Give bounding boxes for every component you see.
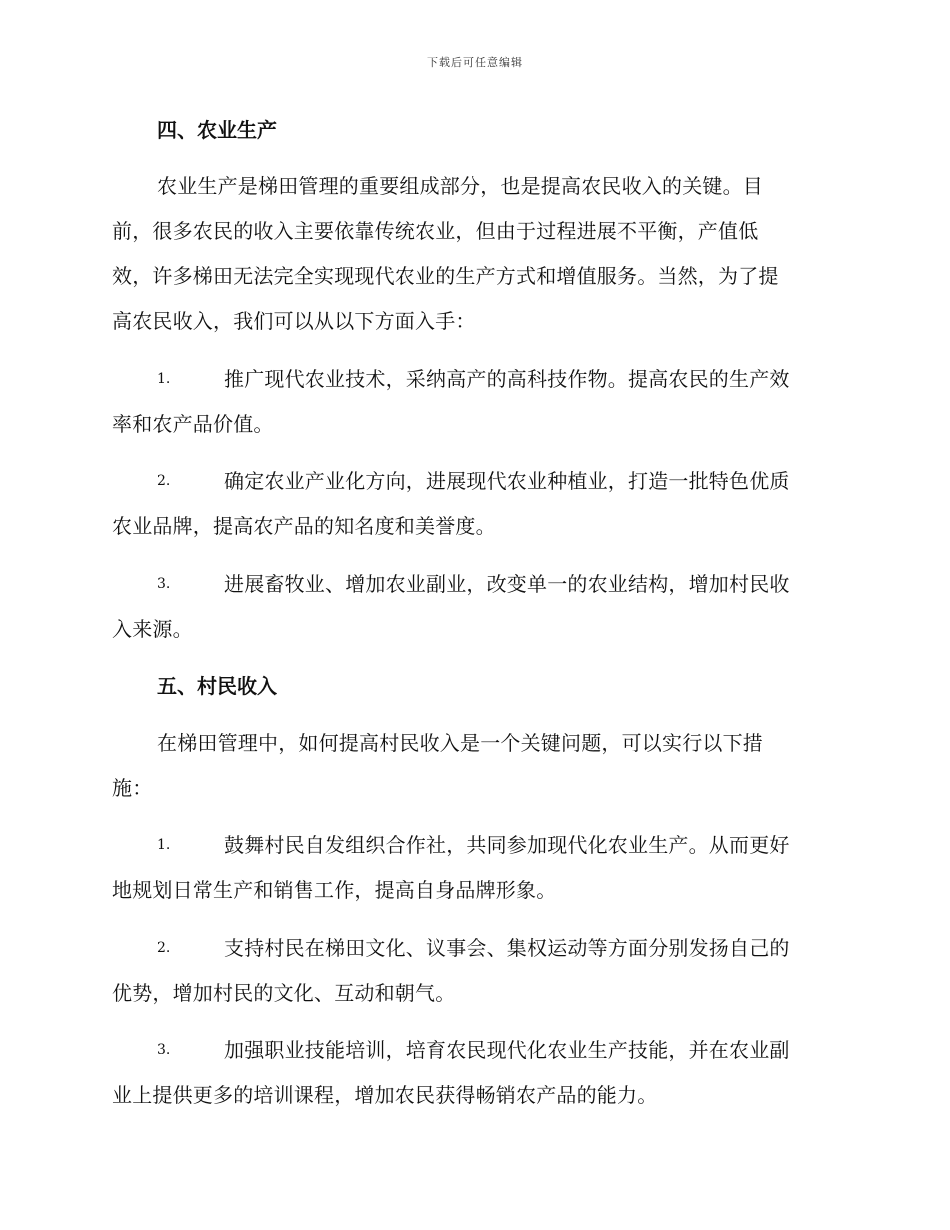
paragraph-line: 前，很多农民的收入主要依靠传统农业，但由于过程进展不平衡，产值低 [112, 219, 759, 243]
page-header: 下载后可任意编辑 [427, 56, 523, 69]
list-item-line: 推广现代农业技术，采纳高产的高科技作物。提高农民的生产效 [224, 367, 790, 391]
list-item-line: 农业品牌，提高农产品的知名度和美誉度。 [112, 514, 496, 538]
list-item-line: 业上提供更多的培训课程，增加农民获得畅销农产品的能力。 [112, 1083, 658, 1107]
paragraph-line: 效，许多梯田无法完全实现现代农业的生产方式和增值服务。当然，为了提 [112, 264, 779, 288]
paragraph-line: 施： [112, 776, 153, 800]
list-item-line: 地规划日常生产和销售工作，提高自身品牌形象。 [112, 878, 557, 902]
paragraph-line: 农业生产是梯田管理的重要组成部分，也是提高农民收入的关键。目 [157, 174, 763, 198]
list-item-number: 3. [157, 1042, 171, 1058]
paragraph-line: 高农民收入，我们可以从以下方面入手： [112, 309, 476, 333]
section-heading-agriculture: 四、农业生产 [157, 118, 277, 142]
list-item-line: 支持村民在梯田文化、议事会、集权运动等方面分别发扬自己的 [224, 936, 790, 960]
list-item-number: 2. [157, 940, 171, 956]
list-item-line: 优势，增加村民的文化、互动和朝气。 [112, 981, 456, 1005]
list-item-line: 鼓舞村民自发组织合作社，共同参加现代化农业生产。从而更好 [224, 833, 790, 857]
list-item-number: 1. [157, 371, 171, 387]
list-item-line: 入来源。 [112, 617, 193, 641]
list-item-line: 加强职业技能培训，培育农民现代化农业生产技能，并在农业副 [224, 1038, 790, 1062]
list-item-number: 1. [157, 837, 171, 853]
list-item-number: 3. [157, 576, 171, 592]
paragraph-line: 在梯田管理中，如何提高村民收入是一个关键问题，可以实行以下措 [157, 731, 763, 755]
list-item-line: 进展畜牧业、增加农业副业，改变单一的农业结构，增加村民收 [224, 572, 790, 596]
list-item-line: 率和农产品价值。 [112, 412, 274, 436]
list-item-line: 确定农业产业化方向，进展现代农业种植业，打造一批特色优质 [224, 469, 790, 493]
section-heading-villager-income: 五、村民收入 [157, 674, 277, 698]
list-item-number: 2. [157, 473, 171, 489]
